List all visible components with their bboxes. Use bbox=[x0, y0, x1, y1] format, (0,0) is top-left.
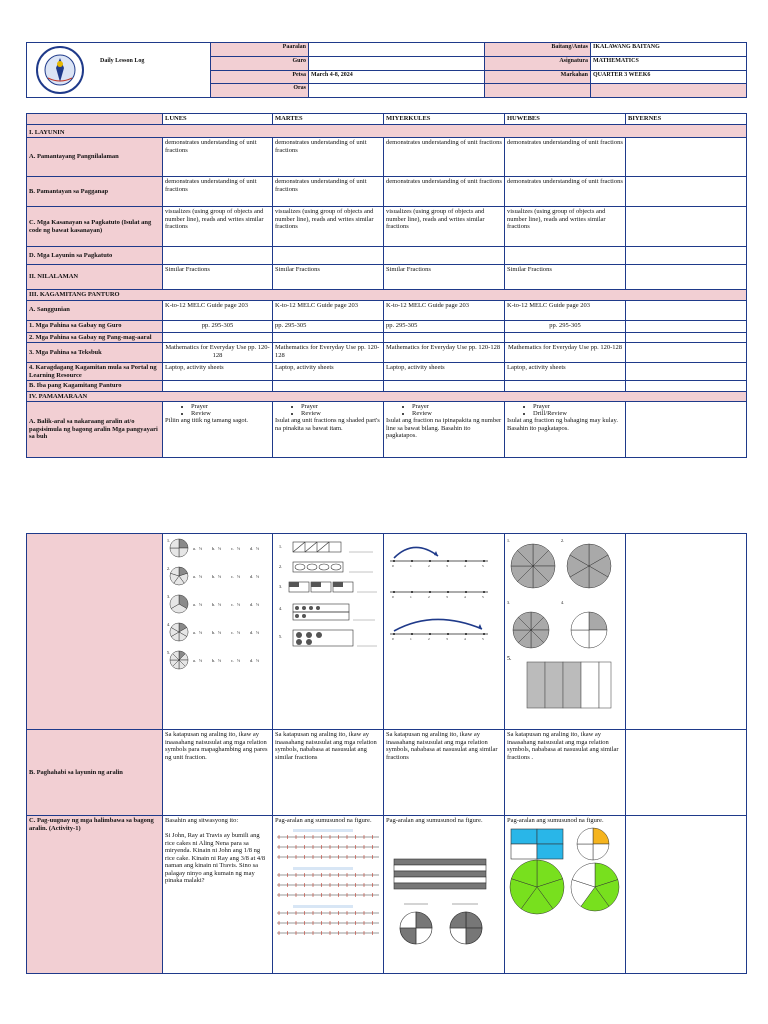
cell-ba-tue bbox=[273, 402, 384, 458]
fraction-glyph: ½ bbox=[218, 658, 221, 663]
tick-dot bbox=[429, 633, 431, 635]
cell-pc-tue bbox=[273, 816, 384, 974]
cell-ref-tue: K-to-12 MELC Guide page 203 bbox=[273, 300, 384, 320]
empty-value bbox=[591, 84, 747, 98]
section-pamamaraan: IV. PAMAMARAAN bbox=[27, 391, 747, 402]
choice-label: a. bbox=[193, 630, 196, 635]
cell-ba-wed bbox=[384, 402, 505, 458]
ba-tue-text: Isulat ang unit fractions ng shaded part's na pinakita sa bawat itam. bbox=[275, 417, 380, 432]
pie-circle-4 bbox=[571, 612, 607, 648]
cell-p1-thu: pp. 295-305 bbox=[505, 320, 626, 332]
choice-label: a. bbox=[193, 546, 196, 551]
row-label-d: D. Mga Layunin sa Pagkatuto bbox=[27, 247, 163, 265]
cell-pc-fri bbox=[626, 816, 747, 974]
item-number: 4. bbox=[167, 622, 170, 627]
figure-row-label bbox=[27, 534, 163, 730]
svg-text:5: 5 bbox=[482, 564, 484, 568]
fraction-glyph: ½ bbox=[199, 602, 202, 607]
row-label-balik-aral: A. Balik-aral sa nakaraang aralin at/o pagsisimula ng bagong aralin Mga pangyayari sa buh bbox=[27, 402, 163, 458]
row-label-iba-pang: B. Iba pang Kagamitang Panturo bbox=[27, 381, 163, 392]
bars-and-circles-figure bbox=[386, 825, 502, 949]
choice-label: a. bbox=[193, 602, 196, 607]
empty-label bbox=[485, 84, 591, 98]
thu-num-5: 5. bbox=[507, 656, 512, 662]
choice-label: d. bbox=[250, 546, 253, 551]
fraction-glyph: ½ bbox=[218, 630, 221, 635]
ba-mon-text: Piliin ang titik ng tamang sagot. bbox=[165, 417, 249, 424]
cell-a-wed: demonstrates understanding of unit fractions bbox=[384, 138, 505, 177]
time-label: Oras bbox=[211, 84, 309, 98]
cell-p2-fri bbox=[626, 332, 747, 343]
subject-label: Asignatura bbox=[485, 56, 591, 70]
tick-dot bbox=[411, 560, 413, 562]
thu-num-2: 2. bbox=[561, 538, 564, 543]
fraction-glyph: ½ bbox=[237, 574, 240, 579]
tick-dot bbox=[483, 633, 485, 635]
fraction-glyph: ½ bbox=[199, 546, 202, 551]
bullet-item: • Review bbox=[412, 410, 502, 417]
tick-dot bbox=[465, 591, 467, 593]
pie-comparison-figure bbox=[163, 534, 271, 728]
thu-num-3: 3. bbox=[507, 600, 510, 605]
choice-label: c. bbox=[231, 658, 234, 663]
cell-a-thu: demonstrates understanding of unit fractions bbox=[505, 138, 626, 177]
lesson-plan-table bbox=[26, 113, 747, 458]
svg-text:5: 5 bbox=[482, 595, 484, 599]
day-header-fri: BIYERNES bbox=[626, 114, 747, 125]
cell-fig-thu bbox=[505, 534, 626, 730]
cell-ii-thu: Similar Fractions bbox=[505, 265, 626, 290]
tick-dot bbox=[483, 560, 485, 562]
cell-pb-fri bbox=[626, 730, 747, 816]
cell-d-tue bbox=[273, 247, 384, 265]
pc-wed-text: Pag-aralan ang sumusunod na figure. bbox=[386, 817, 483, 824]
cell-p3-fri bbox=[626, 343, 747, 363]
row-label-sanggunian: A. Sanggunian bbox=[27, 300, 163, 320]
cell-d-thu bbox=[505, 247, 626, 265]
cell-p2-tue bbox=[273, 332, 384, 343]
fraction-glyph: ½ bbox=[237, 546, 240, 551]
cell-p4-wed: Laptop, activity sheets bbox=[384, 363, 505, 381]
logo-cell bbox=[27, 43, 211, 98]
bullet-item: • Prayer bbox=[301, 403, 381, 410]
svg-text:2: 2 bbox=[428, 595, 430, 599]
fraction-glyph: ½ bbox=[199, 574, 202, 579]
day-header-thu: HUWEBES bbox=[505, 114, 626, 125]
school-value bbox=[309, 43, 485, 57]
tick-dot bbox=[411, 633, 413, 635]
row-label-paghahabi: B. Paghahabi sa layunin ng aralin bbox=[27, 730, 163, 816]
cell-p3-wed: Mathematics for Everyday Use pp. 120-128 bbox=[384, 343, 505, 363]
choice-label: c. bbox=[231, 546, 234, 551]
shaded-shapes-figure bbox=[273, 534, 382, 728]
cell-d-mon bbox=[163, 247, 273, 265]
tick-dot bbox=[465, 633, 467, 635]
item-number: 3. bbox=[167, 594, 170, 599]
fraction-glyph: ½ bbox=[256, 630, 259, 635]
cell-c-fri bbox=[626, 207, 747, 247]
svg-text:3: 3 bbox=[446, 564, 448, 568]
svg-text:2: 2 bbox=[428, 637, 430, 641]
cell-c-wed: visualizes (using group of objects and number line), reads and writes similar fractions bbox=[384, 207, 505, 247]
time-value bbox=[309, 84, 485, 98]
cell-p3-mon: Mathematics for Everyday Use pp. 120-128 bbox=[163, 343, 273, 363]
cell-ref-mon: K-to-12 MELC Guide page 203 bbox=[163, 300, 273, 320]
cell-b2-wed bbox=[384, 381, 505, 392]
tick-dot bbox=[393, 560, 395, 562]
fraction-glyph: ½ bbox=[218, 546, 221, 551]
date-value: March 4-8, 2024 bbox=[309, 70, 485, 84]
choice-label: b. bbox=[212, 658, 215, 663]
cell-p3-thu: Mathematics for Everyday Use pp. 120-128 bbox=[505, 343, 626, 363]
fraction-glyph: ½ bbox=[237, 602, 240, 607]
cell-b-fri bbox=[626, 177, 747, 207]
svg-text:4: 4 bbox=[464, 595, 466, 599]
tick-dot bbox=[465, 560, 467, 562]
fraction-glyph: ½ bbox=[199, 630, 202, 635]
cell-fig-fri bbox=[626, 534, 747, 730]
cell-p4-tue: Laptop, activity sheets bbox=[273, 363, 384, 381]
row-label-gabay-mag-aaral: 2. Mga Pahina sa Gabay ng Pang-mag-aaral bbox=[27, 332, 163, 343]
svg-text:0: 0 bbox=[392, 564, 394, 568]
pie-fraction-icon bbox=[170, 539, 188, 557]
fraction-glyph: ½ bbox=[218, 602, 221, 607]
svg-text:1: 1 bbox=[410, 637, 412, 641]
cell-p1-fri bbox=[626, 320, 747, 332]
pie-fraction-icon bbox=[170, 623, 188, 641]
cell-p2-thu bbox=[505, 332, 626, 343]
strip-caption bbox=[293, 867, 353, 870]
lesson-plan-table-continued bbox=[26, 533, 747, 974]
svg-text:2: 2 bbox=[428, 564, 430, 568]
svg-text:3: 3 bbox=[446, 595, 448, 599]
row-label-teksbuk: 3. Mga Pahina sa Teksbuk bbox=[27, 343, 163, 363]
cell-pc-thu bbox=[505, 816, 626, 974]
cell-b-tue: demonstrates understanding of unit fractions bbox=[273, 177, 384, 207]
section-layunin: I. LAYUNIN bbox=[27, 124, 747, 138]
header-info-table bbox=[26, 42, 747, 98]
svg-text:4: 4 bbox=[464, 637, 466, 641]
corner-cell bbox=[27, 114, 163, 125]
bullet-item: • Review bbox=[191, 410, 270, 417]
cell-p1-tue: pp. 295-305 bbox=[273, 320, 384, 332]
grade-value: IKALAWANG BAITANG bbox=[591, 43, 747, 57]
choice-label: b. bbox=[212, 602, 215, 607]
cell-ref-wed: K-to-12 MELC Guide page 203 bbox=[384, 300, 505, 320]
cell-ba-thu bbox=[505, 402, 626, 458]
choice-label: c. bbox=[231, 630, 234, 635]
cell-p4-thu: Laptop, activity sheets bbox=[505, 363, 626, 381]
choice-label: d. bbox=[250, 602, 253, 607]
row-label-c: C. Mga Kasanayan sa Pagkatuto (Isulat ang code ng bawat kasanayan) bbox=[27, 207, 163, 247]
fraction-glyph: ½ bbox=[218, 574, 221, 579]
cell-p4-mon: Laptop, activity sheets bbox=[163, 363, 273, 381]
octagon-pie-1 bbox=[511, 544, 555, 588]
item-num-4: 4. bbox=[279, 606, 282, 611]
bullet-item: • Drill/Review bbox=[533, 410, 623, 417]
tick-dot bbox=[429, 591, 431, 593]
pie-circle-2 bbox=[567, 544, 611, 588]
cell-fig-wed bbox=[384, 534, 505, 730]
cell-pc-mon: Basahin ang sitwasyong ito: Si John, Ray at Travis ay bumili ang rice cakes ni Aling Nena para sa miryenda. Kinain ni John ang 1/8 ng rice cake. Kinain ni Ray ang 3/8 at 4/8 naman ang kinain ni Travis. Sino sa palagay ninyo ang kumain ng may pinaka malaki? bbox=[163, 816, 273, 974]
row-label-b: B. Pamantayan sa Pagganap bbox=[27, 177, 163, 207]
fraction-glyph: ½ bbox=[199, 658, 202, 663]
tick-dot bbox=[447, 560, 449, 562]
bullet-item: • Review bbox=[301, 410, 381, 417]
svg-text:1: 1 bbox=[410, 564, 412, 568]
choice-label: c. bbox=[231, 574, 234, 579]
cell-ref-thu: K-to-12 MELC Guide page 203 bbox=[505, 300, 626, 320]
cell-pc-wed bbox=[384, 816, 505, 974]
cell-ii-mon: Similar Fractions bbox=[163, 265, 273, 290]
strip-caption bbox=[293, 905, 353, 908]
item-number: 5. bbox=[167, 650, 170, 655]
choice-label: d. bbox=[250, 574, 253, 579]
day-header-wed: MIYERKULES bbox=[384, 114, 505, 125]
tick-dot bbox=[393, 633, 395, 635]
cell-b2-mon bbox=[163, 381, 273, 392]
tick-dot bbox=[393, 591, 395, 593]
cell-b2-fri bbox=[626, 381, 747, 392]
fraction-glyph: ½ bbox=[237, 658, 240, 663]
tick-dot bbox=[447, 633, 449, 635]
cell-c-tue: visualizes (using group of objects and number line), reads and writes similar fractions bbox=[273, 207, 384, 247]
tick-dot bbox=[447, 591, 449, 593]
choice-label: a. bbox=[193, 574, 196, 579]
svg-text:0: 0 bbox=[392, 595, 394, 599]
section-kagamitan: III. KAGAMITANG PANTURO bbox=[27, 290, 747, 301]
pie-fraction-icon bbox=[170, 651, 188, 669]
teacher-label: Guro bbox=[211, 56, 309, 70]
item-num-5: 5. bbox=[279, 634, 282, 639]
choice-label: c. bbox=[231, 602, 234, 607]
svg-text:1: 1 bbox=[410, 595, 412, 599]
svg-text:5: 5 bbox=[482, 637, 484, 641]
item-number: 2. bbox=[167, 566, 170, 571]
cell-b-mon: demonstrates understanding of unit fractions bbox=[163, 177, 273, 207]
cell-a-fri bbox=[626, 138, 747, 177]
strip-caption bbox=[293, 829, 353, 832]
cell-c-thu: visualizes (using group of objects and number line), reads and writes similar fractions bbox=[505, 207, 626, 247]
cell-d-fri bbox=[626, 247, 747, 265]
cell-ii-fri bbox=[626, 265, 747, 290]
day-header-mon: LUNES bbox=[163, 114, 273, 125]
cell-c-mon: visualizes (using group of objects and number line), reads and writes similar fractions bbox=[163, 207, 273, 247]
cell-fig-tue bbox=[273, 534, 384, 730]
cell-b2-tue bbox=[273, 381, 384, 392]
cell-fig-mon bbox=[163, 534, 273, 730]
cell-p3-tue: Mathematics for Everyday Use pp. 120-128 bbox=[273, 343, 384, 363]
cell-p2-wed bbox=[384, 332, 505, 343]
log-title: Daily Lesson Log bbox=[100, 58, 145, 64]
fraction-strip-figure bbox=[275, 825, 381, 945]
cell-a-mon: demonstrates understanding of unit fractions bbox=[163, 138, 273, 177]
subject-value: MATHEMATICS bbox=[591, 56, 747, 70]
item-num-2: 2. bbox=[279, 564, 282, 569]
svg-text:0: 0 bbox=[392, 637, 394, 641]
cell-ii-wed: Similar Fractions bbox=[384, 265, 505, 290]
choice-label: d. bbox=[250, 630, 253, 635]
row-label-a: A. Pamantayang Pangnilalaman bbox=[27, 138, 163, 177]
choice-label: b. bbox=[212, 630, 215, 635]
green-fifths-circle bbox=[510, 860, 564, 914]
item-num-3: 3. bbox=[279, 584, 282, 589]
cell-b-thu: demonstrates understanding of unit fractions bbox=[505, 177, 626, 207]
tick-dot bbox=[429, 560, 431, 562]
cell-pb-mon: Sa katapusan ng araling ito, ikaw ay inaasahang naisusulat ang mga relation symbols para mapaghambing ang pares ng unit fraction. bbox=[163, 730, 273, 816]
cell-d-wed bbox=[384, 247, 505, 265]
cell-p1-wed: pp. 295-305 bbox=[384, 320, 505, 332]
quarter-label: Markahan bbox=[485, 70, 591, 84]
row-label-portal: 4. Karagdagang Kagamitan mula sa Portal ng Learning Resource bbox=[27, 363, 163, 381]
colored-fractions-figure bbox=[507, 825, 623, 953]
ba-thu-text: Isulat ang fraction ng bahaging may kulay. Basahin ito pagkatapos. bbox=[507, 417, 618, 432]
cell-p1-mon: pp. 295-305 bbox=[163, 320, 273, 332]
tick-dot bbox=[483, 591, 485, 593]
cell-pb-tue: Sa katapusan ng araling ito, ikaw ay inaasahang naisusulat ang mga relation symbols, nababasa at nasusulat ang similar fractions bbox=[273, 730, 384, 816]
bullet-item: • Prayer bbox=[533, 403, 623, 410]
cell-ref-fri bbox=[626, 300, 747, 320]
thu-num-4: 4. bbox=[561, 600, 564, 605]
cell-p2-mon bbox=[163, 332, 273, 343]
green-partial-circle bbox=[571, 863, 619, 911]
cell-pb-wed: Sa katapusan ng araling ito, ikaw ay inaasahang naisusulat ang mga relation symbols, nababasa at nasusulat ang similar fractions bbox=[384, 730, 505, 816]
choice-label: a. bbox=[193, 658, 196, 663]
teacher-value bbox=[309, 56, 485, 70]
cell-ii-tue: Similar Fractions bbox=[273, 265, 384, 290]
item-number: 1. bbox=[167, 538, 170, 543]
cell-p4-fri bbox=[626, 363, 747, 381]
fraction-glyph: ½ bbox=[256, 574, 259, 579]
day-header-tue: MARTES bbox=[273, 114, 384, 125]
bullet-item: • Prayer bbox=[412, 403, 502, 410]
bullet-item: • Prayer bbox=[191, 403, 270, 410]
choice-label: b. bbox=[212, 546, 215, 551]
shaded-circles-figure bbox=[505, 534, 624, 728]
choice-label: d. bbox=[250, 658, 253, 663]
fraction-glyph: ½ bbox=[256, 546, 259, 551]
quarter-value: QUARTER 3 WEEK6 bbox=[591, 70, 747, 84]
date-label: Petsa bbox=[211, 70, 309, 84]
cell-pb-thu: Sa katapusan ng araling ito, ikaw ay inaasahang naisusulat ang mga relation symbols, nababasa at nasusulat ang similar fractions . bbox=[505, 730, 626, 816]
pie-fraction-icon bbox=[170, 595, 188, 613]
tick-dot bbox=[411, 591, 413, 593]
row-label-nilalaman: II. NILALAMAN bbox=[27, 265, 163, 290]
cell-b2-thu bbox=[505, 381, 626, 392]
cell-b-wed: demonstrates understanding of unit fractions bbox=[384, 177, 505, 207]
cell-ba-mon bbox=[163, 402, 273, 458]
cell-ba-fri bbox=[626, 402, 747, 458]
pc-thu-text: Pag-aralan ang sumusunod na figure. bbox=[507, 817, 604, 824]
pc-tue-text: Pag-aralan ang sumusunod na figure. bbox=[275, 817, 372, 824]
octagon-pie-3 bbox=[513, 612, 549, 648]
row-label-gabay-guro: 1. Mga Pahina sa Gabay ng Guro bbox=[27, 320, 163, 332]
school-label: Paaralan bbox=[211, 43, 309, 57]
fraction-glyph: ½ bbox=[237, 630, 240, 635]
choice-label: b. bbox=[212, 574, 215, 579]
orange-quarter-circle bbox=[577, 828, 609, 860]
thu-num-1: 1. bbox=[507, 538, 510, 543]
ba-wed-text: Isulat ang fraction na ipinapakita ng number line sa bawat bilang. Basahin ito pagkatapos. bbox=[386, 417, 502, 439]
cell-a-tue: demonstrates understanding of unit fractions bbox=[273, 138, 384, 177]
grade-label: Baitang/Antas bbox=[485, 43, 591, 57]
number-line-figure bbox=[384, 534, 503, 728]
fraction-glyph: ½ bbox=[256, 602, 259, 607]
pie-fraction-icon bbox=[170, 567, 188, 585]
item-num-1: 1. bbox=[279, 544, 282, 549]
svg-text:4: 4 bbox=[464, 564, 466, 568]
row-label-pag-uugnay: C. Pag-uugnay ng mga halimbawa sa bagong aralin. (Activity-1) bbox=[27, 816, 163, 974]
svg-text:3: 3 bbox=[446, 637, 448, 641]
fraction-glyph: ½ bbox=[256, 658, 259, 663]
